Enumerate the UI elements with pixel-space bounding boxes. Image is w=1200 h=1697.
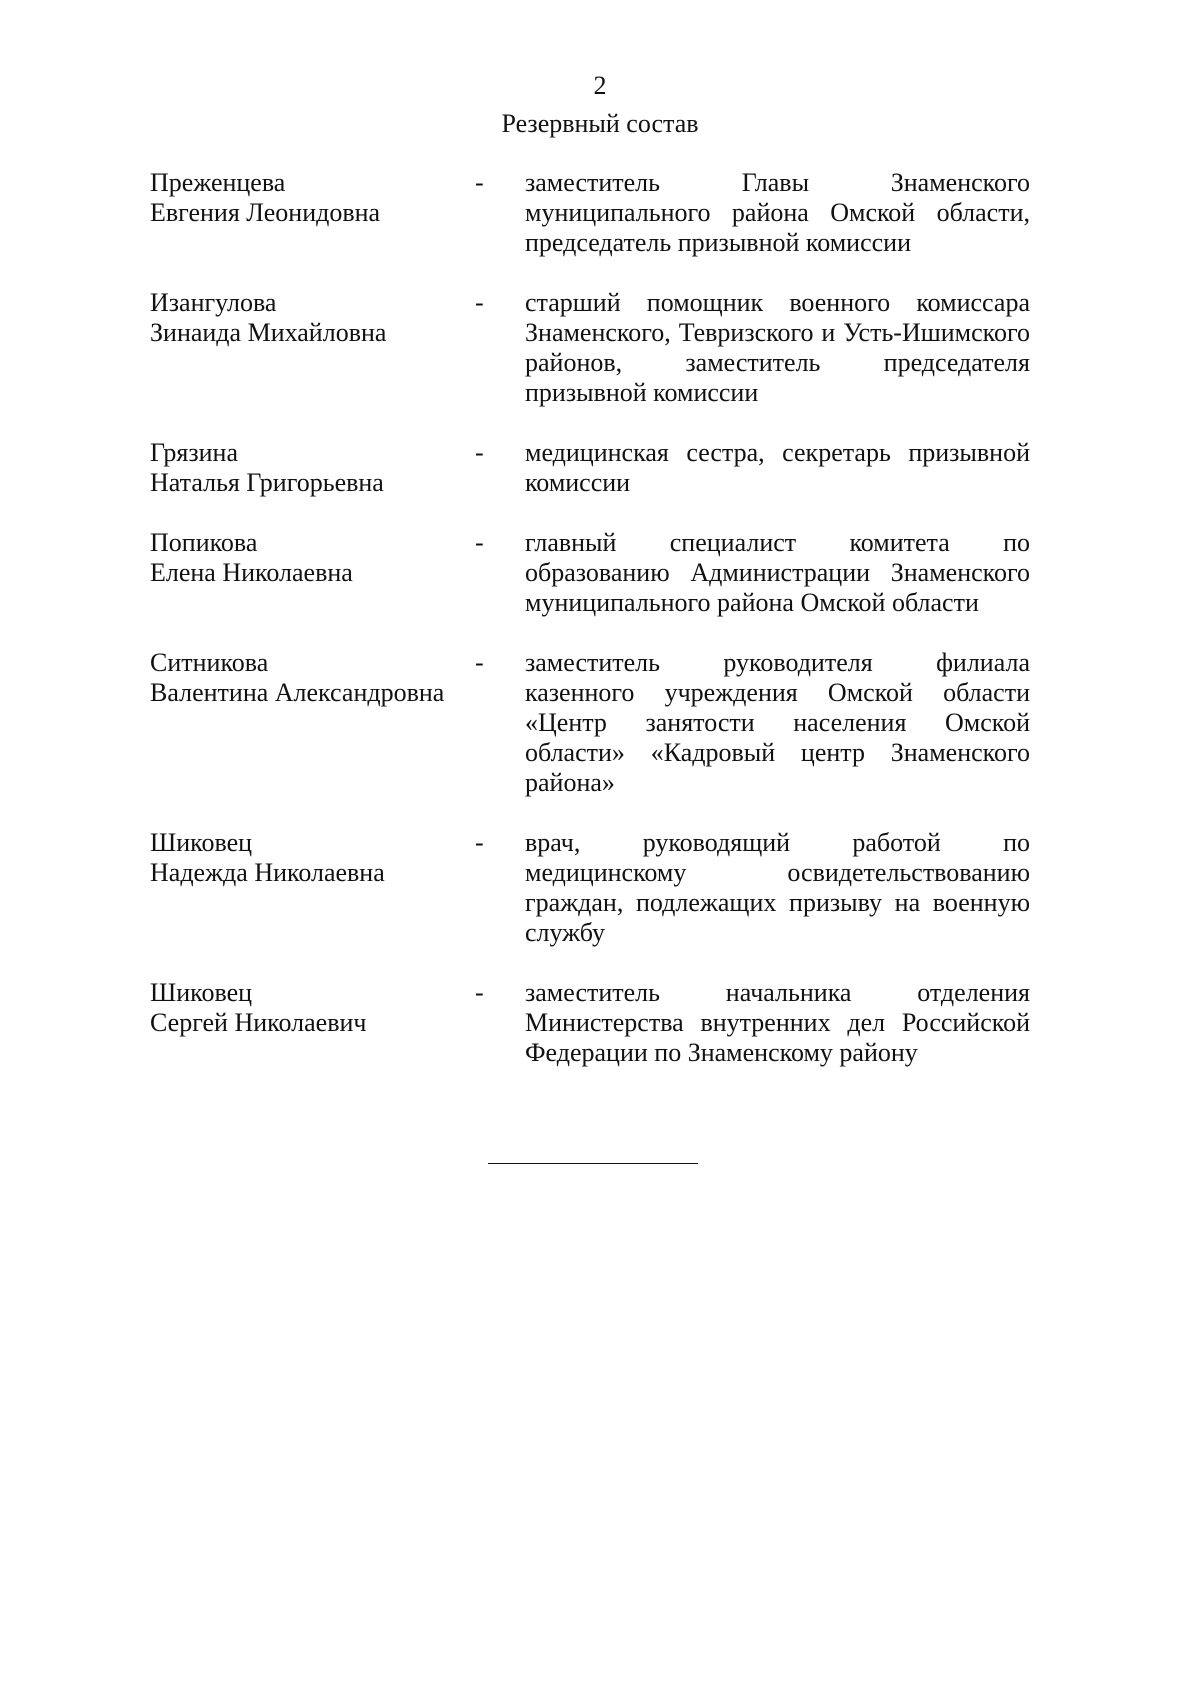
member-surname: Ситникова xyxy=(150,648,269,677)
section-title: Резервный состав xyxy=(501,109,699,138)
member-name xyxy=(150,168,475,228)
member-name xyxy=(150,648,475,708)
member-name xyxy=(150,438,475,498)
member-given-names: Валентина Александровна xyxy=(150,678,445,707)
member-name xyxy=(150,978,475,1038)
member-dash: - xyxy=(475,438,484,467)
member-dash: - xyxy=(475,528,484,557)
member-name xyxy=(150,288,475,348)
end-divider xyxy=(488,1163,698,1164)
member-role: заместитель руководителя филиала казенного учреждения Омской области «Центр занятости населения Омской области» «Кадровый центр Знаменского района» xyxy=(525,648,1030,797)
member-role: заместитель начальника отделения Министерства внутренних дел Российской Федерации по Знаменскому району xyxy=(525,978,1030,1067)
member-name xyxy=(150,828,475,888)
member-given-names: Сергей Николаевич xyxy=(150,1008,367,1037)
member-entry xyxy=(150,978,1030,1068)
member-list xyxy=(150,168,1030,1068)
member-entry xyxy=(150,438,1030,498)
member-given-names: Надежда Николаевна xyxy=(150,858,385,887)
member-entry xyxy=(150,288,1030,408)
member-surname: Изангулова xyxy=(150,288,277,317)
member-dash: - xyxy=(475,978,484,1007)
member-name xyxy=(150,528,475,588)
member-entry xyxy=(150,168,1030,258)
member-given-names: Евгения Леонидовна xyxy=(150,198,381,227)
member-surname: Грязина xyxy=(150,438,238,467)
member-surname: Шиковец xyxy=(150,978,253,1007)
member-dash: - xyxy=(475,168,484,197)
member-entry xyxy=(150,648,1030,798)
member-role: старший помощник военного комиссара Знаменского, Тевризского и Усть-Ишимского районов, заместитель председателя призывной комиссии xyxy=(525,288,1030,407)
member-dash: - xyxy=(475,828,484,857)
member-surname: Преженцева xyxy=(150,168,286,197)
member-given-names: Елена Николаевна xyxy=(150,558,353,587)
member-role: врач, руководящий работой по медицинскому освидетельствованию граждан, подлежащих призыву на военную службу xyxy=(525,828,1030,947)
member-entry xyxy=(150,828,1030,948)
member-surname: Попикова xyxy=(150,528,258,557)
member-dash: - xyxy=(475,648,484,677)
member-given-names: Зинаида Михайловна xyxy=(150,318,387,347)
member-given-names: Наталья Григорьевна xyxy=(150,468,384,497)
member-surname: Шиковец xyxy=(150,828,253,857)
member-role: медицинская сестра, секретарь призывной комиссии xyxy=(525,438,1030,497)
member-entry xyxy=(150,528,1030,618)
member-role: главный специалист комитета по образованию Администрации Знаменского муниципального района Омской области xyxy=(525,528,1030,617)
member-dash: - xyxy=(475,288,484,317)
member-role: заместитель Главы Знаменского муниципального района Омской области, председатель призывной комиссии xyxy=(525,168,1030,257)
page-number: 2 xyxy=(593,71,607,100)
